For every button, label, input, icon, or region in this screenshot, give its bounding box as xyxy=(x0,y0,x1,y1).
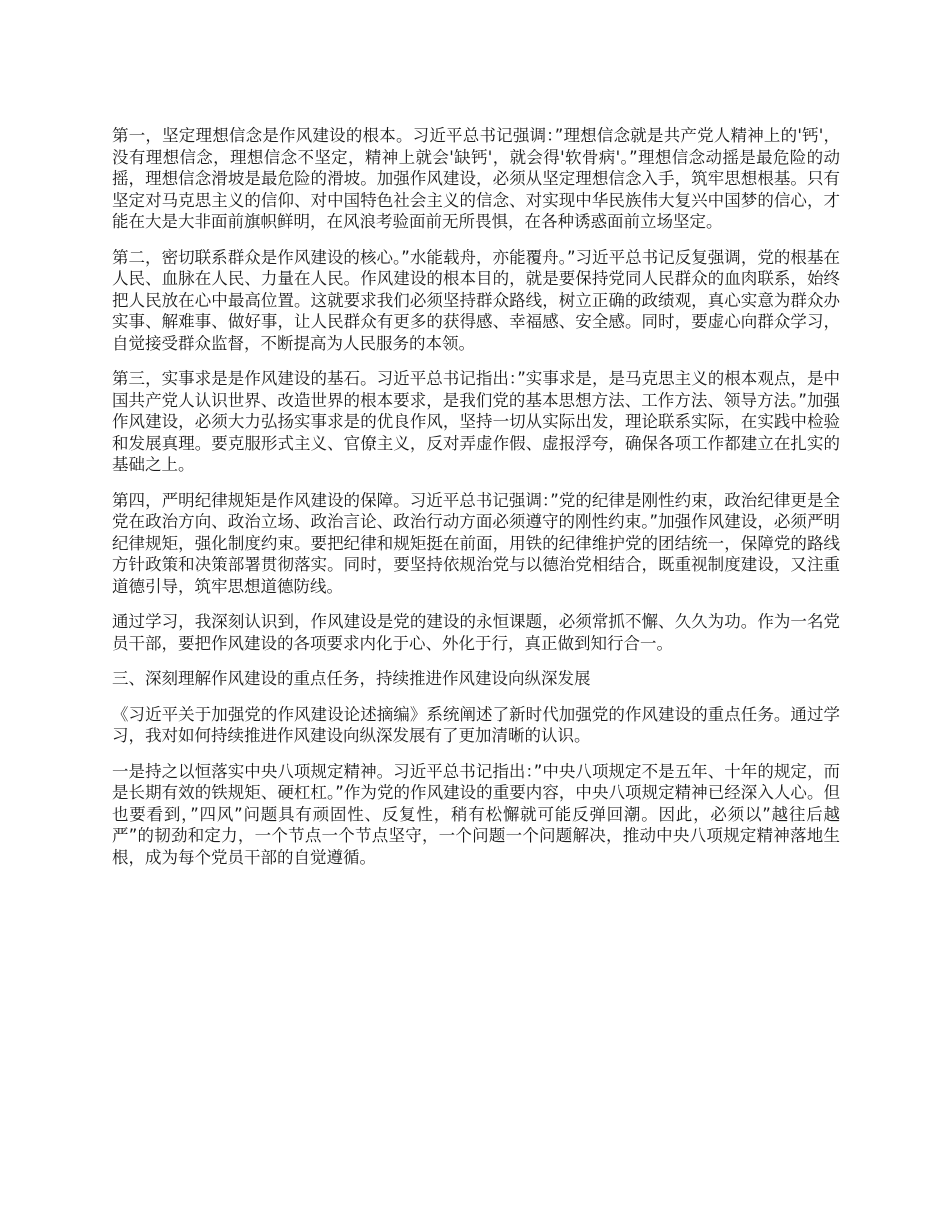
paragraph-summary: 通过学习，我深刻认识到，作风建设是党的建设的永恒课题，必须常抓不懈、久久为功。作为一名党员干部，要把作风建设的各项要求内化于心、外化于行，真正做到知行合一。 xyxy=(112,612,840,653)
paragraph-masses: 第二，密切联系群众是作风建设的核心。”水能载舟，亦能覆舟。”习近平总书记反复强调，党的根基在人民、血脉在人民、力量在人民。作风建设的根本目的，就是要保持党同人民群众的血肉联系，始终把人民放在心中最高位置。这就要求我们必须坚持群众路线，树立正确的政绩观，真心实意为群众办实事、解难事、做好事，让人民群众有更多的获得感、幸福感、安全感。同时，要虚心向群众学习，自觉接受群众监督，不断提高为人民服务的本领。 xyxy=(112,247,840,353)
paragraph-intro: 《习近平关于加强党的作风建设论述摘编》系统阐述了新时代加强党的作风建设的重点任务。通过学习，我对如何持续推进作风建设向纵深发展有了更加清晰的认识。 xyxy=(112,704,840,745)
document-page xyxy=(112,125,840,882)
paragraph-eight-rules: 一是持之以恒落实中央八项规定精神。习近平总书记指出：”中央八项规定不是五年、十年的规定，而是长期有效的铁规矩、硬杠杠。”作为党的作风建设的重要内容，中央八项规定精神已经深入人心。但也要看到，”四风”问题具有顽固性、反复性，稍有松懈就可能反弹回潮。因此，必须以”越往后越严”的韧劲和定力，一个节点一个节点坚守，一个问题一个问题解决，推动中央八项规定精神落地生根，成为每个党员干部的自觉遵循。 xyxy=(112,761,840,867)
section-heading: 三、深刻理解作风建设的重点任务，持续推进作风建设向纵深发展 xyxy=(112,669,591,688)
paragraph-discipline: 第四，严明纪律规矩是作风建设的保障。习近平总书记强调：”党的纪律是刚性约束，政治纪律更是全党在政治方向、政治立场、政治言论、政治行动方面必须遵守的刚性约束。”加强作风建设，必须严明纪律规矩，强化制度约束。要把纪律和规矩挺在前面，用铁的纪律维护党的团结统一，保障党的路线方针政策和决策部署贯彻落实。同时，要坚持依规治党与以德治党相结合，既重视制度建设，又注重道德引导，筑牢思想道德防线。 xyxy=(112,490,840,596)
paragraph-truth: 第三，实事求是是作风建设的基石。习近平总书记指出：”实事求是，是马克思主义的根本观点，是中国共产党人认识世界、改造世界的根本要求，是我们党的基本思想方法、工作方法、领导方法。”加强作风建设，必须大力弘扬实事求是的优良作风，坚持一切从实际出发，理论联系实际，在实践中检验和发展真理。要克服形式主义、官僚主义，反对弄虚作假、虚报浮夸，确保各项工作都建立在扎实的基础之上。 xyxy=(112,369,840,474)
paragraph-ideals: 第一，坚定理想信念是作风建设的根本。习近平总书记强调：”理想信念就是共产党人精神上的'钙'，没有理想信念，理想信念不坚定，精神上就会'缺钙'，就会得'软骨病'。”理想信念动摇是最危险的动摇，理想信念滑坡是最危险的滑坡。加强作风建设，必须从坚定理想信念入手，筑牢思想根基。只有坚定对马克思主义的信仰、对中国特色社会主义的信念、对实现中华民族伟大复兴中国梦的信心，才能在大是大非面前旗帜鲜明，在风浪考验面前无所畏惧，在各种诱惑面前立场坚定。 xyxy=(112,126,840,231)
